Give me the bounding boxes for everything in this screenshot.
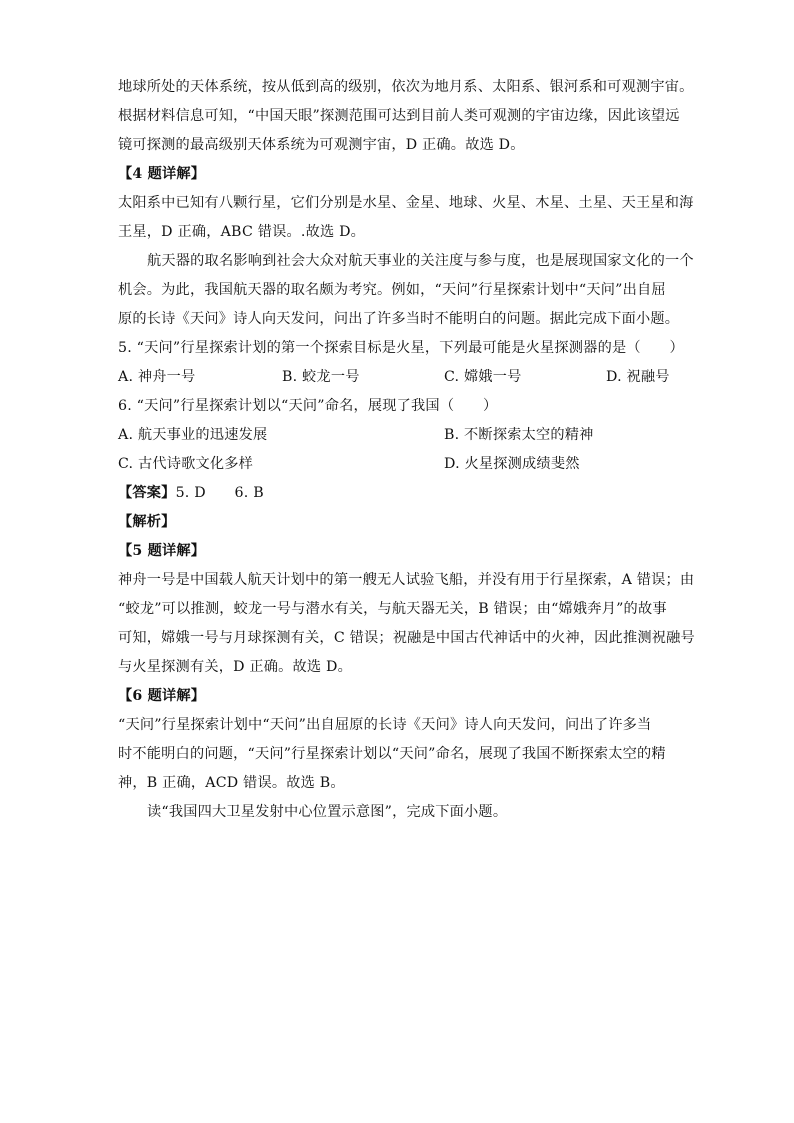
paragraph-line: 可知，嫦娥一号与月球探测有关，C 错误；祝融是中国古代神话中的火神，因此推测祝融号 [118, 630, 695, 646]
paragraph-line: 神，B 正确，ACD 错误。故选 B。 [118, 775, 345, 791]
next-material-line: 读“我国四大卫星发射中心位置示意图”，完成下面小题。 [147, 804, 508, 820]
q5-option-d: D. 祝融号 [606, 369, 670, 385]
paragraph-line: 神舟一号是中国载人航天计划中的第一艘无人试验飞船，并没有用于行星探索，A 错误；由 [118, 572, 695, 588]
paragraph-line: 根据材料信息可知，“中国天眼”探测范围可达到目前人类可观测的宇宙边缘，因此该望远 [118, 108, 680, 124]
paragraph-line: 太阳系中已知有八颗行星，它们分别是水星、金星、地球、火星、木星、土星、天王星和海 [118, 195, 694, 211]
q5-option-b: B. 蛟龙一号 [282, 369, 360, 385]
section-heading-6: 【6 题详解】 [118, 688, 206, 704]
section-heading-4: 【4 题详解】 [118, 166, 206, 182]
paragraph-line: 与火星探测有关，D 正确。故选 D。 [118, 659, 352, 675]
answer-label: 【答案】 [118, 485, 176, 501]
paragraph-line: 时不能明白的问题，“天问”行星探索计划以“天问”命名，展现了我国不断探索太空的精 [118, 746, 666, 762]
material-line: 航天器的取名影响到社会大众对航天事业的关注度与参与度，也是展现国家文化的一个 [147, 253, 694, 269]
material-line: 原的长诗《天问》诗人向天发问，问出了许多当时不能明白的问题。据此完成下面小题。 [118, 311, 680, 327]
answer-line [118, 483, 676, 503]
q5-option-a: A. 神舟一号 [118, 369, 196, 385]
paragraph-line: 王星，D 正确，ABC 错误。.故选 D。 [118, 224, 366, 240]
analysis-heading: 【解析】 [118, 514, 176, 530]
question-5-stem: 5. “天问”行星探索计划的第一个探索目标是火星，下列最可能是火星探测器的是（ ） [118, 340, 684, 356]
answer-text: 5. D 6. B [175, 485, 264, 501]
q6-option-b: B. 不断探索太空的精神 [444, 427, 594, 443]
section-heading-5: 【5 题详解】 [118, 543, 206, 559]
q5-option-c: C. 嫦娥一号 [444, 369, 522, 385]
paragraph-line: 镜可探测的最高级别天体系统为可观测宇宙，D 正确。故选 D。 [118, 137, 525, 153]
paragraph-line: “蛟龙”可以推测，蛟龙一号与潜水有关，与航天器无关，B 错误；由“嫦娥奔月”的故事 [118, 601, 667, 617]
question-6-stem: 6. “天问”行星探索计划以“天问”命名，展现了我国（ ） [118, 398, 498, 414]
paragraph-line: “天问”行星探索计划中“天问”出自屈原的长诗《天问》诗人向天发问，问出了许多当 [118, 717, 652, 733]
q6-option-d: D. 火星探测成绩斐然 [444, 456, 580, 472]
q6-option-c: C. 古代诗歌文化多样 [118, 456, 254, 472]
paragraph-line: 地球所处的天体系统，按从低到高的级别，依次为地月系、太阳系、银河系和可观测宇宙。 [118, 79, 694, 95]
material-line: 机会。为此，我国航天器的取名颇为考究。例如，“天问”行星探索计划中“天问”出自屈 [118, 282, 666, 298]
q6-option-a: A. 航天事业的迅速发展 [118, 427, 268, 443]
